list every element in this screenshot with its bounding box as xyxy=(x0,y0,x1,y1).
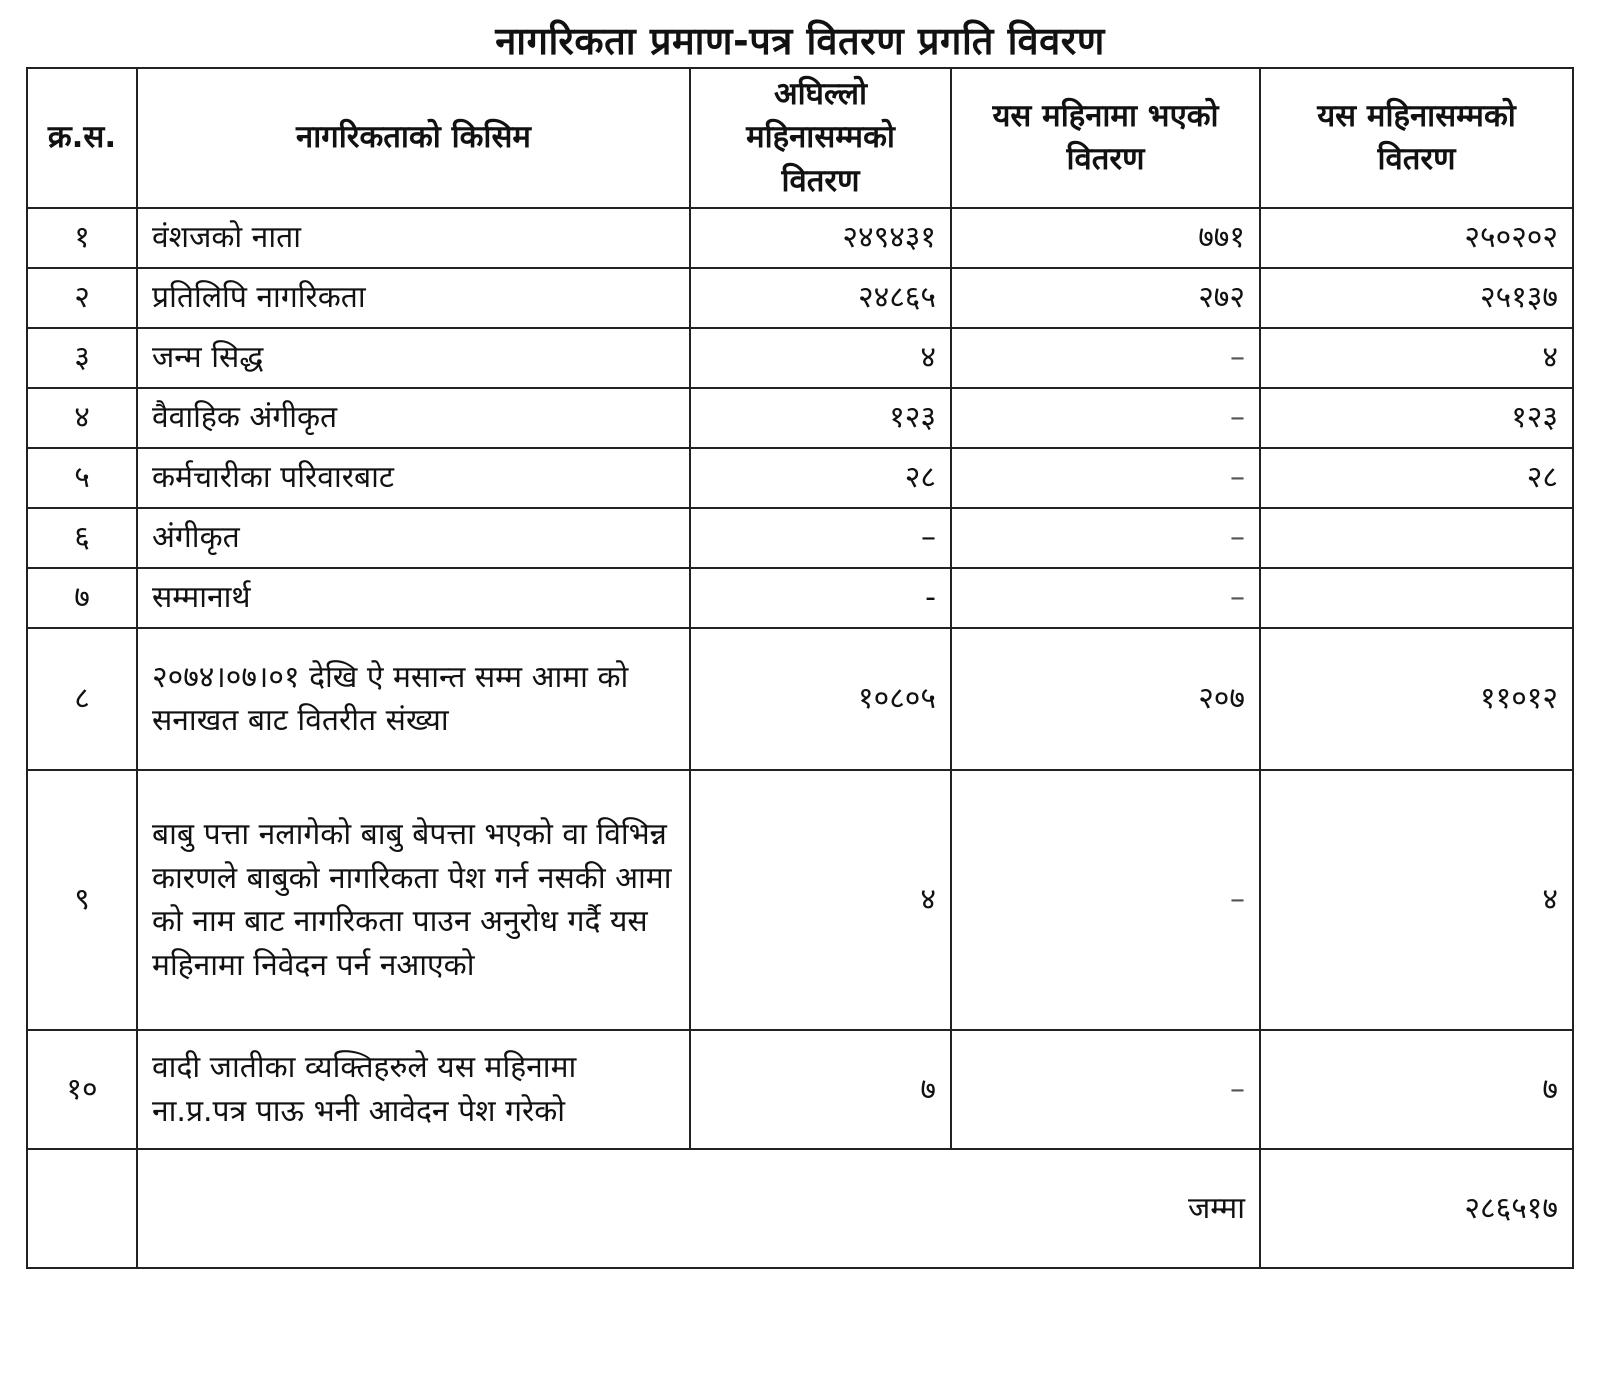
table-row xyxy=(27,628,1573,770)
row-kind: जन्म सिद्ध xyxy=(137,328,690,388)
row-sn: ५ xyxy=(27,448,137,508)
row-this-month: – xyxy=(951,1030,1260,1149)
row-prev: ४ xyxy=(690,770,951,1030)
row-cumulative: २५१३७ xyxy=(1260,268,1573,328)
row-cumulative: ४ xyxy=(1260,328,1573,388)
table-row xyxy=(27,770,1573,1030)
row-cumulative: १२३ xyxy=(1260,388,1573,448)
row-cumulative: ७ xyxy=(1260,1030,1573,1149)
row-this-month: २०७ xyxy=(951,628,1260,770)
row-cumulative: ११०१२ xyxy=(1260,628,1573,770)
row-sn: १ xyxy=(27,208,137,268)
table-row xyxy=(27,448,1573,508)
table-row xyxy=(27,388,1573,448)
row-this-month: ७७१ xyxy=(951,208,1260,268)
row-cumulative xyxy=(1260,568,1573,628)
row-kind: २०७४।०७।०१ देखि ऐ मसान्त सम्म आमा को सनाखत बाट वितरीत संख्या xyxy=(137,628,690,770)
row-prev: - xyxy=(690,568,951,628)
total-row xyxy=(27,1149,1573,1268)
row-prev: २४८६५ xyxy=(690,268,951,328)
row-prev: १०८०५ xyxy=(690,628,951,770)
header-prev: अघिल्लो महिनासम्मको वितरण xyxy=(690,68,951,208)
row-sn: १० xyxy=(27,1030,137,1149)
row-kind: अंगीकृत xyxy=(137,508,690,568)
row-cumulative: ४ xyxy=(1260,770,1573,1030)
row-this-month: – xyxy=(951,388,1260,448)
row-sn: ९ xyxy=(27,770,137,1030)
header-row xyxy=(27,68,1573,208)
row-this-month: – xyxy=(951,448,1260,508)
header-kind: नागरिकताको किसिम xyxy=(137,68,690,208)
row-kind: बाबु पत्ता नलागेको बाबु बेपत्ता भएको वा विभिन्न कारणले बाबुको नागरिकता पेश गर्न नसकी आमा को नाम बाट नागरिकता पाउन अनुरोध गर्दै यस महिनामा निवेदन पर्न नआएको xyxy=(137,770,690,1030)
table-row xyxy=(27,1030,1573,1149)
row-cumulative xyxy=(1260,508,1573,568)
row-sn: २ xyxy=(27,268,137,328)
table-row xyxy=(27,268,1573,328)
row-kind: प्रतिलिपि नागरिकता xyxy=(137,268,690,328)
header-this-month: यस महिनामा भएको वितरण xyxy=(951,68,1260,208)
row-prev: २४९४३१ xyxy=(690,208,951,268)
row-this-month: २७२ xyxy=(951,268,1260,328)
total-value: २८६५१७ xyxy=(1260,1149,1573,1268)
row-prev: – xyxy=(690,508,951,568)
row-sn: ७ xyxy=(27,568,137,628)
table-row xyxy=(27,508,1573,568)
row-cumulative: २८ xyxy=(1260,448,1573,508)
row-kind: वंशजको नाता xyxy=(137,208,690,268)
total-sn-empty xyxy=(27,1149,137,1268)
row-sn: ४ xyxy=(27,388,137,448)
page-title: नागरिकता प्रमाण-पत्र वितरण प्रगति विवरण xyxy=(495,19,1105,63)
row-sn: ८ xyxy=(27,628,137,770)
table-row xyxy=(27,568,1573,628)
row-prev: २८ xyxy=(690,448,951,508)
row-kind: सम्मानार्थ xyxy=(137,568,690,628)
row-cumulative: २५०२०२ xyxy=(1260,208,1573,268)
row-kind: वैवाहिक अंगीकृत xyxy=(137,388,690,448)
row-kind: कर्मचारीका परिवारबाट xyxy=(137,448,690,508)
total-label: जम्मा xyxy=(137,1149,1260,1268)
row-kind: वादी जातीका व्यक्तिहरुले यस महिनामा ना.प्र.पत्र पाऊ भनी आवेदन पेश गरेको xyxy=(137,1030,690,1149)
row-this-month: – xyxy=(951,770,1260,1030)
row-sn: ६ xyxy=(27,508,137,568)
row-this-month: – xyxy=(951,328,1260,388)
distribution-table xyxy=(26,67,1574,1269)
row-sn: ३ xyxy=(27,328,137,388)
row-prev: ४ xyxy=(690,328,951,388)
table-row xyxy=(27,208,1573,268)
row-this-month: – xyxy=(951,568,1260,628)
row-this-month: – xyxy=(951,508,1260,568)
row-prev: ७ xyxy=(690,1030,951,1149)
header-cumulative: यस महिनासम्मको वितरण xyxy=(1260,68,1573,208)
header-sn: क्र.स. xyxy=(27,68,137,208)
table-row xyxy=(27,328,1573,388)
row-prev: १२३ xyxy=(690,388,951,448)
